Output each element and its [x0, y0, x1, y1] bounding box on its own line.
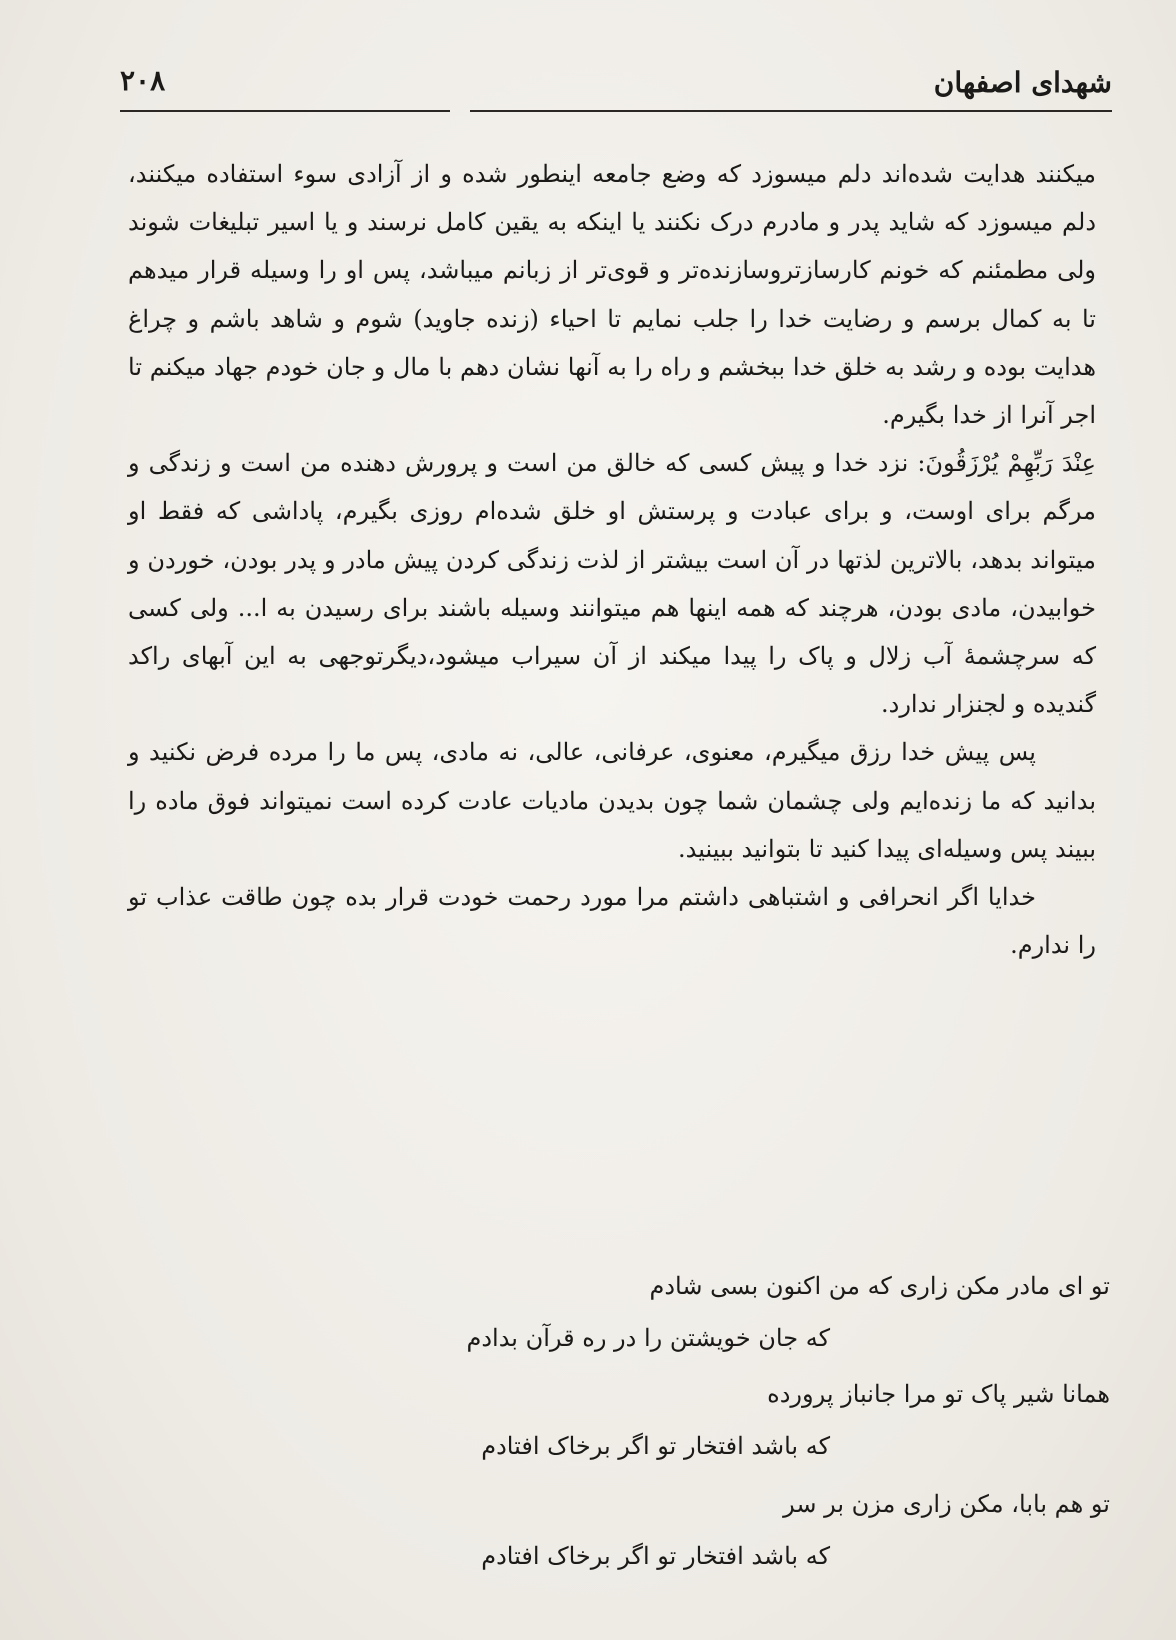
header-rule-left — [120, 110, 450, 112]
page-number: ۲۰۸ — [120, 64, 166, 97]
header-rule-right — [470, 110, 1112, 112]
page-header — [120, 58, 1112, 118]
paragraph-3: پس پیش خدا رزق میگیرم، معنوی، عرفانی، عالی، نه مادی، پس ما را مرده فرض نکنید و بدانید که ما زنده‌ایم ولی چشمان شما چون بدیدن مادیات عادت کرده است نمیتواند فوق ماده را ببیند پس وسیله‌ای پیدا کنید تا بتوانید ببینید. — [128, 738, 1096, 863]
poem-line-1: تو ای مادر مکن زاری که من اکنون بسی شادم — [649, 1272, 1110, 1300]
poem-line-4: که باشد افتخار تو اگر برخاک افتادم — [481, 1432, 830, 1460]
running-title: شهدای اصفهان — [933, 66, 1112, 99]
paragraph-1: میکنند هدایت شده‌اند دلم میسوزد که وضع جامعه اینطور شده و از آزادی سوء استفاده میکنند، دلم میسوزد که شاید پدر و مادرم درک نکنند یا اینکه به یقین کامل نرسند و یا اسیر تبلیغات شوند ولی مطمئنم که خونم کارسازتروسازنده‌تر و قوی‌تر از زبانم میباشد، پس او را وسیله قرار میدهم تا به کمال برسم و رضایت خدا را جلب نمایم تا احیاء (زنده جاوید) شوم و شاهد باشم و چراغ هدایت بوده و رشد به خلق خدا ببخشم و راه را به آنها نشان دهم با مال و جان خودم جهاد میکنم تا اجر آنرا از خدا بگیرم. — [128, 160, 1097, 430]
poem-line-2: که جان خویشتن را در ره قرآن بدادم — [466, 1324, 830, 1352]
body-text — [128, 150, 1096, 969]
poem-line-3: همانا شیر پاک تو مرا جانباز پرورده — [767, 1380, 1110, 1408]
poem-line-5: تو هم بابا، مکن زاری مزن بر سر — [783, 1490, 1110, 1518]
poem-line-6: که باشد افتخار تو اگر برخاک افتادم — [481, 1542, 830, 1570]
paragraph-4: خدایا اگر انحرافی و اشتباهی داشتم مرا مورد رحمت خودت قرار بده چون طاقت عذاب تو را ندارم. — [128, 883, 1096, 960]
paragraph-2: عِنْدَ رَبِّهِمْ يُرْزَقُونَ: نزد خدا و پیش کسی که خالق من است و پرورش دهنده من است و زندگی و مرگم برای اوست، و برای عبادت و پرستش او خلق شده‌ام روزی بگیرم، پاداشی که فقط او میتواند بدهد، بالاترین لذتها در آن است بیشتر از لذت زندگی کردن پیش مادر و پدر بودن، خوردن و خوابیدن، مادی بودن، هرچند که همه اینها هم میتوانند وسیله باشند برای رسیدن به ا... ولی کسی که سرچشمهٔ آب زلال و پاک را پیدا میکند از آن سیراب میشود،دیگرتوجهی به این آبهای راکد گندیده و لجنزار ندارد. — [128, 449, 1096, 719]
